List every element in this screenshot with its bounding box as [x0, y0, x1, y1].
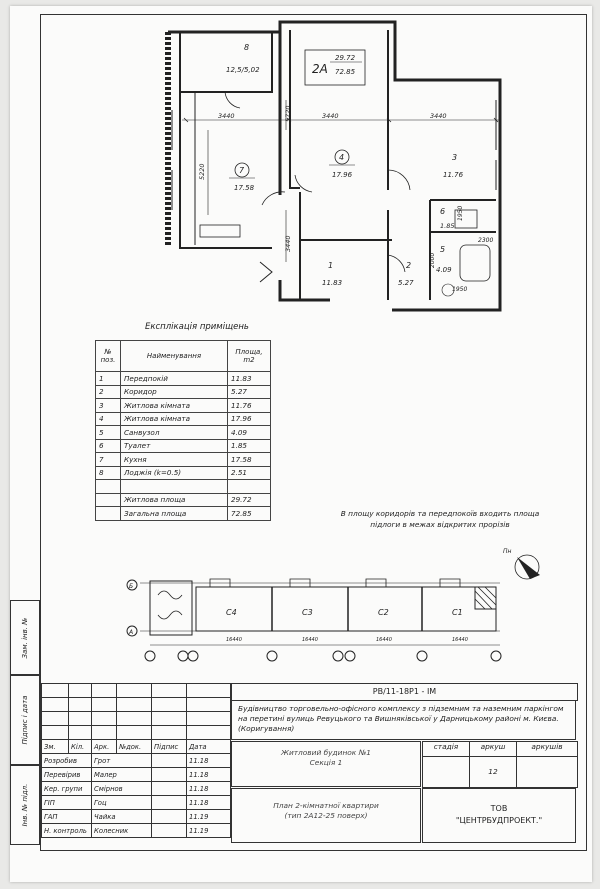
- hdr-ark: Арк.: [92, 740, 117, 754]
- signer-date: 11.19: [187, 810, 231, 824]
- row-area: 4.09: [228, 426, 271, 440]
- total-area-label: Загальна площа: [121, 507, 228, 521]
- apt-total-area: 72.85: [335, 68, 356, 76]
- sheets-value: [516, 756, 578, 788]
- stage-value: [422, 756, 470, 788]
- row-area: 2.51: [228, 466, 271, 480]
- area-note: В площу коридорів та передпокоїв входить площа підлоги в межах відкритих прорізів: [340, 509, 540, 529]
- dim-6: 3440: [284, 235, 292, 252]
- row-area: 11.83: [228, 372, 271, 386]
- dim-c3: 16440: [302, 637, 318, 643]
- side-stamp-zam: [10, 600, 40, 676]
- dim-c1: 16440: [452, 637, 468, 643]
- signer-row: [42, 754, 231, 768]
- dim-c2: 16440: [376, 637, 392, 643]
- room-4-area: 17.96: [332, 171, 353, 179]
- sheet-title-line1: План 2-кімнатної квартири: [273, 801, 379, 810]
- section-c4: С4: [226, 608, 237, 617]
- dim-7: 1950: [457, 205, 464, 221]
- room-7-area: 17.58: [234, 184, 255, 192]
- row-name: Коридор: [121, 385, 228, 399]
- signers-table: [41, 683, 231, 838]
- row-area: 17.58: [228, 453, 271, 467]
- room-1-number: 1: [328, 261, 334, 270]
- dim-5: 5720: [284, 105, 292, 122]
- hdr-sign: Підпис: [152, 740, 187, 754]
- signer-row: [42, 782, 231, 796]
- signer-name: Гоц: [92, 796, 152, 810]
- explication-header-row: [96, 341, 271, 372]
- signer-role: Перевірив: [42, 768, 92, 782]
- row-area: 17.96: [228, 412, 271, 426]
- room-8-area: 12,5/5,02: [226, 66, 260, 74]
- hdr-zm: Зм.: [42, 740, 69, 754]
- signer-row: [42, 824, 231, 838]
- table-row: [96, 372, 271, 386]
- table-row: [96, 439, 271, 453]
- document-code: РВ/11-18Р1 - ІМ: [231, 683, 578, 701]
- room-5-number: 5: [440, 245, 446, 254]
- row-label-a: А: [129, 629, 134, 636]
- signer-row: [42, 810, 231, 824]
- room-6-area: 1.85: [440, 222, 455, 230]
- signer-role: Н. контроль: [42, 824, 92, 838]
- organization: [422, 788, 576, 843]
- table-row: [96, 453, 271, 467]
- total-area-value: 72.85: [228, 507, 271, 521]
- signer-row: [42, 796, 231, 810]
- section-c3: С3: [302, 608, 313, 617]
- signer-date: 11.18: [187, 796, 231, 810]
- side-label-sign: Підпис і дата: [21, 695, 29, 745]
- signer-date: 11.18: [187, 754, 231, 768]
- stage-header: стадія: [422, 741, 470, 757]
- row-name: Туалет: [121, 439, 228, 453]
- room-1-area: 11.83: [322, 279, 343, 287]
- project-title: Будівництво торговельно-офісного комплексу з підземним та наземним паркінгом на перетині вулиць Ревуцького та Вишняківської у Дарницькому районі м. Києва. (Коригування): [231, 700, 576, 740]
- room-2-area: 5.27: [398, 279, 414, 287]
- row-name: Кухня: [121, 453, 228, 467]
- room-3-number: 3: [452, 153, 458, 162]
- side-stamp-inv: [10, 764, 40, 845]
- stage-block: [422, 741, 576, 787]
- room-7-number: 7: [239, 166, 245, 175]
- explication-title: Експлікація приміщень: [145, 322, 249, 332]
- organization-name: "ЦЕНТРБУДПРОЕКТ.": [455, 816, 543, 825]
- row-num: 3: [96, 399, 121, 413]
- dim-2: 3440: [322, 112, 339, 120]
- apt-living-area: 29.72: [335, 54, 356, 62]
- signer-name: Смірнов: [92, 782, 152, 796]
- living-area-value: 29.72: [228, 493, 271, 507]
- signer-name: Чайка: [92, 810, 152, 824]
- stamp-header-row: [42, 740, 231, 754]
- north-label: Пн: [503, 548, 512, 555]
- dim-9: 2000: [429, 252, 436, 268]
- room-3-area: 11.76: [443, 171, 464, 179]
- row-num: 5: [96, 426, 121, 440]
- signer-role: Розробив: [42, 754, 92, 768]
- sheet-title-line2: (тип 2А12-25 поверх): [284, 811, 368, 820]
- col-area-header: Площа, m2: [228, 341, 271, 372]
- row-label-b: Б: [129, 583, 134, 590]
- hdr-kil: Кіл.: [69, 740, 92, 754]
- table-row: [96, 385, 271, 399]
- side-label-inv: Інв. № підл.: [21, 783, 29, 826]
- table-row: [96, 466, 271, 480]
- sheets-header: аркушів: [516, 741, 578, 757]
- table-row-empty: [96, 480, 271, 494]
- living-area-row: [96, 493, 271, 507]
- row-num: 2: [96, 385, 121, 399]
- sheet-header: аркуш: [469, 741, 517, 757]
- signer-role: ГАП: [42, 810, 92, 824]
- section-c1: С1: [452, 608, 463, 617]
- apt-type: 2А: [312, 62, 328, 76]
- row-num: 1: [96, 372, 121, 386]
- row-area: 1.85: [228, 439, 271, 453]
- key-plan: [0, 545, 600, 670]
- col-name-header: Найменування: [121, 341, 228, 372]
- row-name: Житлова кімната: [121, 399, 228, 413]
- floor-plan: [0, 0, 600, 320]
- row-area: 5.27: [228, 385, 271, 399]
- building-section: Секція 1: [309, 758, 343, 767]
- row-name: Житлова кімната: [121, 412, 228, 426]
- title-block: [41, 683, 576, 843]
- dim-4: 5220: [198, 163, 206, 180]
- signer-name: Малер: [92, 768, 152, 782]
- table-row: [96, 399, 271, 413]
- living-area-label: Житлова площа: [121, 493, 228, 507]
- dim-10: 2300: [478, 237, 494, 244]
- room-4-number: 4: [339, 153, 345, 162]
- dim-c4: 16440: [226, 637, 242, 643]
- signer-name: Грот: [92, 754, 152, 768]
- signer-name: Колесник: [92, 824, 152, 838]
- section-c2: С2: [378, 608, 389, 617]
- room-2-number: 2: [406, 261, 412, 270]
- row-num: 4: [96, 412, 121, 426]
- dim-8: 1950: [452, 286, 468, 293]
- sheet-title: [231, 788, 421, 843]
- table-row: [96, 426, 271, 440]
- signer-date: 11.18: [187, 782, 231, 796]
- signer-date: 11.19: [187, 824, 231, 838]
- signer-date: 11.18: [187, 768, 231, 782]
- row-num: 6: [96, 439, 121, 453]
- row-area: 11.76: [228, 399, 271, 413]
- signer-role: ГІП: [42, 796, 92, 810]
- row-name: Передпокій: [121, 372, 228, 386]
- room-5-area: 4.09: [436, 266, 452, 274]
- signer-row: [42, 768, 231, 782]
- explication-table: [95, 340, 271, 521]
- row-name: Санвузол: [121, 426, 228, 440]
- building-name: Житловий будинок №1: [280, 748, 372, 757]
- dim-3: 3440: [430, 112, 447, 120]
- row-num: 8: [96, 466, 121, 480]
- building-title: [231, 741, 421, 787]
- side-label-zam: Зам. інв. №: [21, 617, 29, 659]
- room-6-number: 6: [440, 207, 446, 216]
- dim-1: 3440: [218, 112, 235, 120]
- hdr-date: Дата: [187, 740, 231, 754]
- hdr-doc: №док.: [117, 740, 152, 754]
- col-num-header: № поз.: [96, 341, 121, 372]
- sheet-number: 12: [469, 756, 517, 788]
- room-8-number: 8: [244, 43, 250, 52]
- table-row: [96, 412, 271, 426]
- signer-role: Кер. групи: [42, 782, 92, 796]
- row-name: Лоджія (k=0.5): [121, 466, 228, 480]
- side-stamp-sign: [10, 674, 40, 766]
- total-area-row: [96, 507, 271, 521]
- row-num: 7: [96, 453, 121, 467]
- organization-type: ТОВ: [490, 804, 508, 813]
